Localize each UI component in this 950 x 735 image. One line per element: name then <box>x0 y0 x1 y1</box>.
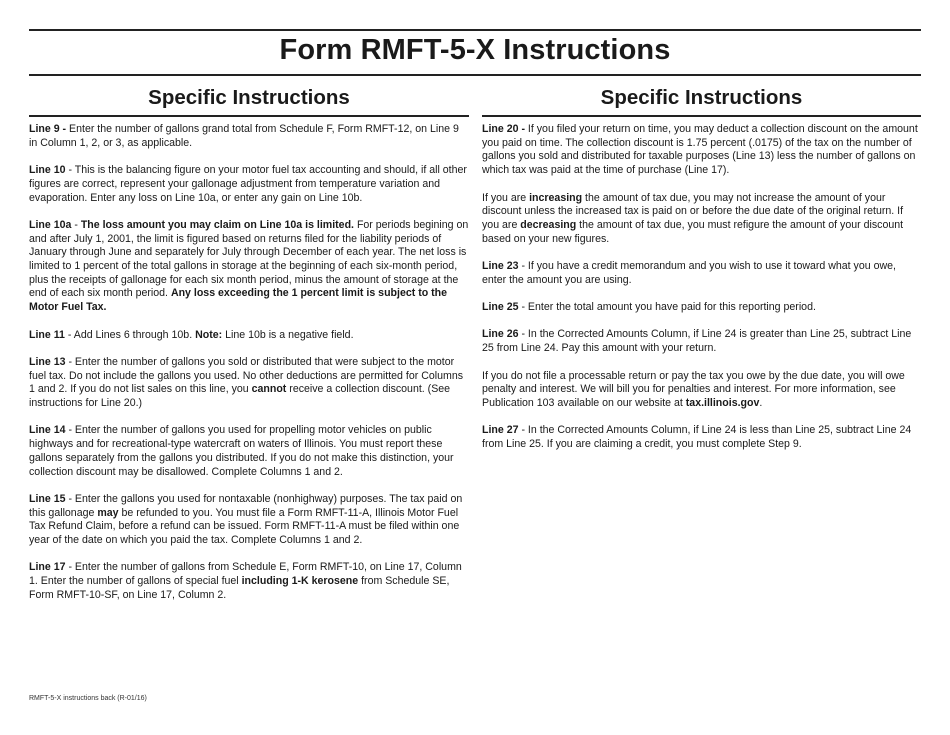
text-run: receive a collection discount. (See instructions for Line 20.) <box>29 383 451 409</box>
bold-text: cannot <box>251 383 287 396</box>
text-run: If you do not file a processable return or pay the tax you owe by the due date, you will owe penalty and interest. We will bill you for penalties and interest. For more information, see Publication 103 available on our website at <box>482 369 905 409</box>
instruction-paragraph <box>482 424 921 451</box>
left-column <box>29 80 469 616</box>
text-run: If you are <box>482 191 530 204</box>
bold-text: Line 14 <box>29 424 66 437</box>
left-column-body <box>29 117 469 603</box>
bold-text: Line 11 <box>29 328 65 341</box>
bold-text: Line 26 <box>482 328 519 341</box>
left-column-heading: Specific Instructions <box>29 80 469 117</box>
bold-text: may <box>97 506 119 519</box>
instruction-paragraph <box>482 328 921 355</box>
instruction-paragraph <box>29 329 469 343</box>
text-run: - Enter the gallons you used for nontaxable (nonhighway) purposes. The tax paid on this gallonage <box>29 492 463 519</box>
text-run: If you filed your return on time, you may deduct a collection discount on the amount you paid on time. The collection discount is 1.75 percent (.0175) of the tax on the number of gallons you sold and distributed for taxable purposes (Line 13) less the number of gallons on which tax was paid at the time of purchase (Line 17). <box>482 123 918 177</box>
bold-text: including 1-K kerosene <box>241 575 359 588</box>
text-run: . <box>759 396 763 409</box>
instruction-paragraph <box>29 356 469 411</box>
bold-text: Line 20 - <box>482 123 525 135</box>
text-run: - Enter the number of gallons from Schedule E, Form RMFT-10, on Line 17, Column 1. Enter the number of gallons of special fuel <box>29 561 462 588</box>
text-run: - Enter the number of gallons you used for propelling motor vehicles on public highways and for recreational-type watercraft on waters of Illinois. You must report these gallons separately from the gallons you distributed. If you do not make this distinction, your collection discount may be disallowed. Complete Columns 1 and 2. <box>29 424 454 478</box>
bold-text: increasing <box>529 191 583 204</box>
text-run: - Enter the total amount you have paid for this reporting period. <box>518 301 816 314</box>
bold-text: Line 17 <box>29 561 66 574</box>
text-run: Enter the number of gallons grand total from Schedule F, Form RMFT-12, on Line 9 in Column 1, 2, or 3, as applicable. <box>29 123 459 149</box>
instruction-paragraph <box>29 219 469 315</box>
instruction-paragraph <box>482 301 921 315</box>
right-column-heading: Specific Instructions <box>482 80 921 117</box>
text-run: the amount of tax due, you must refigure the amount of your discount based on your new figures. <box>482 218 904 245</box>
text-run: - Enter the number of gallons you sold or distributed that were subject to the motor fuel tax. Do not include the gallons you used. No other deductions are permitted for Columns 1 and 2. If you do not list sales on this line, you <box>29 355 464 396</box>
bold-text: Line 9 - <box>29 123 67 135</box>
text-run: the amount of tax due, you may not increase the amount of your discount unless the increased tax is paid on or before the due date of the original return. If you are <box>482 191 904 231</box>
text-run: - Add Lines 6 through 10b. <box>64 328 196 341</box>
bold-text: Line 13 <box>29 355 66 368</box>
right-column-body <box>482 117 921 452</box>
bold-text: Any loss exceeding the 1 percent limit is subject to the Motor Fuel Tax. <box>29 287 448 314</box>
text-run: For periods begining on and after July 1, 2001, the limit is figured based on returns filed for the liability periods of January through June and separately for July through December of each year. The net loss is limited to 1 percent of the total gallons in storage at the beginning of each six-month period, plus the receipts of gallonage for each six month period, minus the amount of storage at the end of each six month period. <box>29 218 469 300</box>
bold-text: Line 27 <box>482 424 519 437</box>
text-run: - This is the balancing figure on your motor fuel tax accounting and should, if all other figures are correct, represent your gallonage adjustment from temperature variation and evaporation. Enter any loss on Line 10a, or enter any gain on Line 10b. <box>29 164 467 204</box>
bold-text: The loss amount you may claim on Line 10a is limited. <box>80 218 354 231</box>
instruction-paragraph <box>482 123 921 178</box>
text-run: - <box>71 218 81 231</box>
bold-text: Line 10 <box>29 164 66 177</box>
text-run: - If you have a credit memorandum and you wish to use it toward what you owe, enter the amount you are using. <box>482 260 896 286</box>
right-column <box>482 80 921 465</box>
instruction-paragraph <box>29 493 469 548</box>
page-title: Form RMFT-5-X Instructions <box>279 34 671 66</box>
bold-text: Line 10a <box>29 218 72 231</box>
instruction-paragraph <box>482 192 921 247</box>
bold-text: tax.illinois.gov <box>685 396 760 409</box>
instruction-paragraph <box>29 424 469 479</box>
form-revision-footer: RMFT-5-X instructions back (R-01/16) <box>29 695 147 702</box>
text-run: be refunded to you. You must file a Form RMFT-11-A, Illinois Motor Fuel Tax Refund Claim, before a refund can be issued. Form RMFT-11-A must be filed within one year of the date on which you paid the tax. Complete Columns 1 and 2. <box>29 506 460 546</box>
bold-text: Line 15 <box>29 492 66 505</box>
instruction-paragraph <box>29 164 469 205</box>
instruction-paragraph <box>29 123 469 150</box>
instruction-paragraph <box>482 370 921 411</box>
text-run: - In the Corrected Amounts Column, if Line 24 is greater than Line 25, subtract Line 25 from Line 24. Pay this amount with your return. <box>482 328 912 355</box>
text-run: from Schedule SE, Form RMFT-10-SF, on Line 17, Column 2. <box>29 575 450 601</box>
bold-text: Line 25 <box>482 301 519 314</box>
instruction-paragraph <box>482 260 921 287</box>
bold-text: Line 23 <box>482 260 519 272</box>
title-rule <box>29 74 921 76</box>
text-run: Line 10b is a negative field. <box>222 328 354 341</box>
bold-text: Note: <box>195 328 223 341</box>
bold-text: decreasing <box>520 218 577 231</box>
top-rule <box>29 29 921 31</box>
text-run: - In the Corrected Amounts Column, if Line 24 is less than Line 25, subtract Line 24 from Line 25. If you are claiming a credit, you must complete Step 9. <box>482 424 912 451</box>
instruction-paragraph <box>29 561 469 602</box>
